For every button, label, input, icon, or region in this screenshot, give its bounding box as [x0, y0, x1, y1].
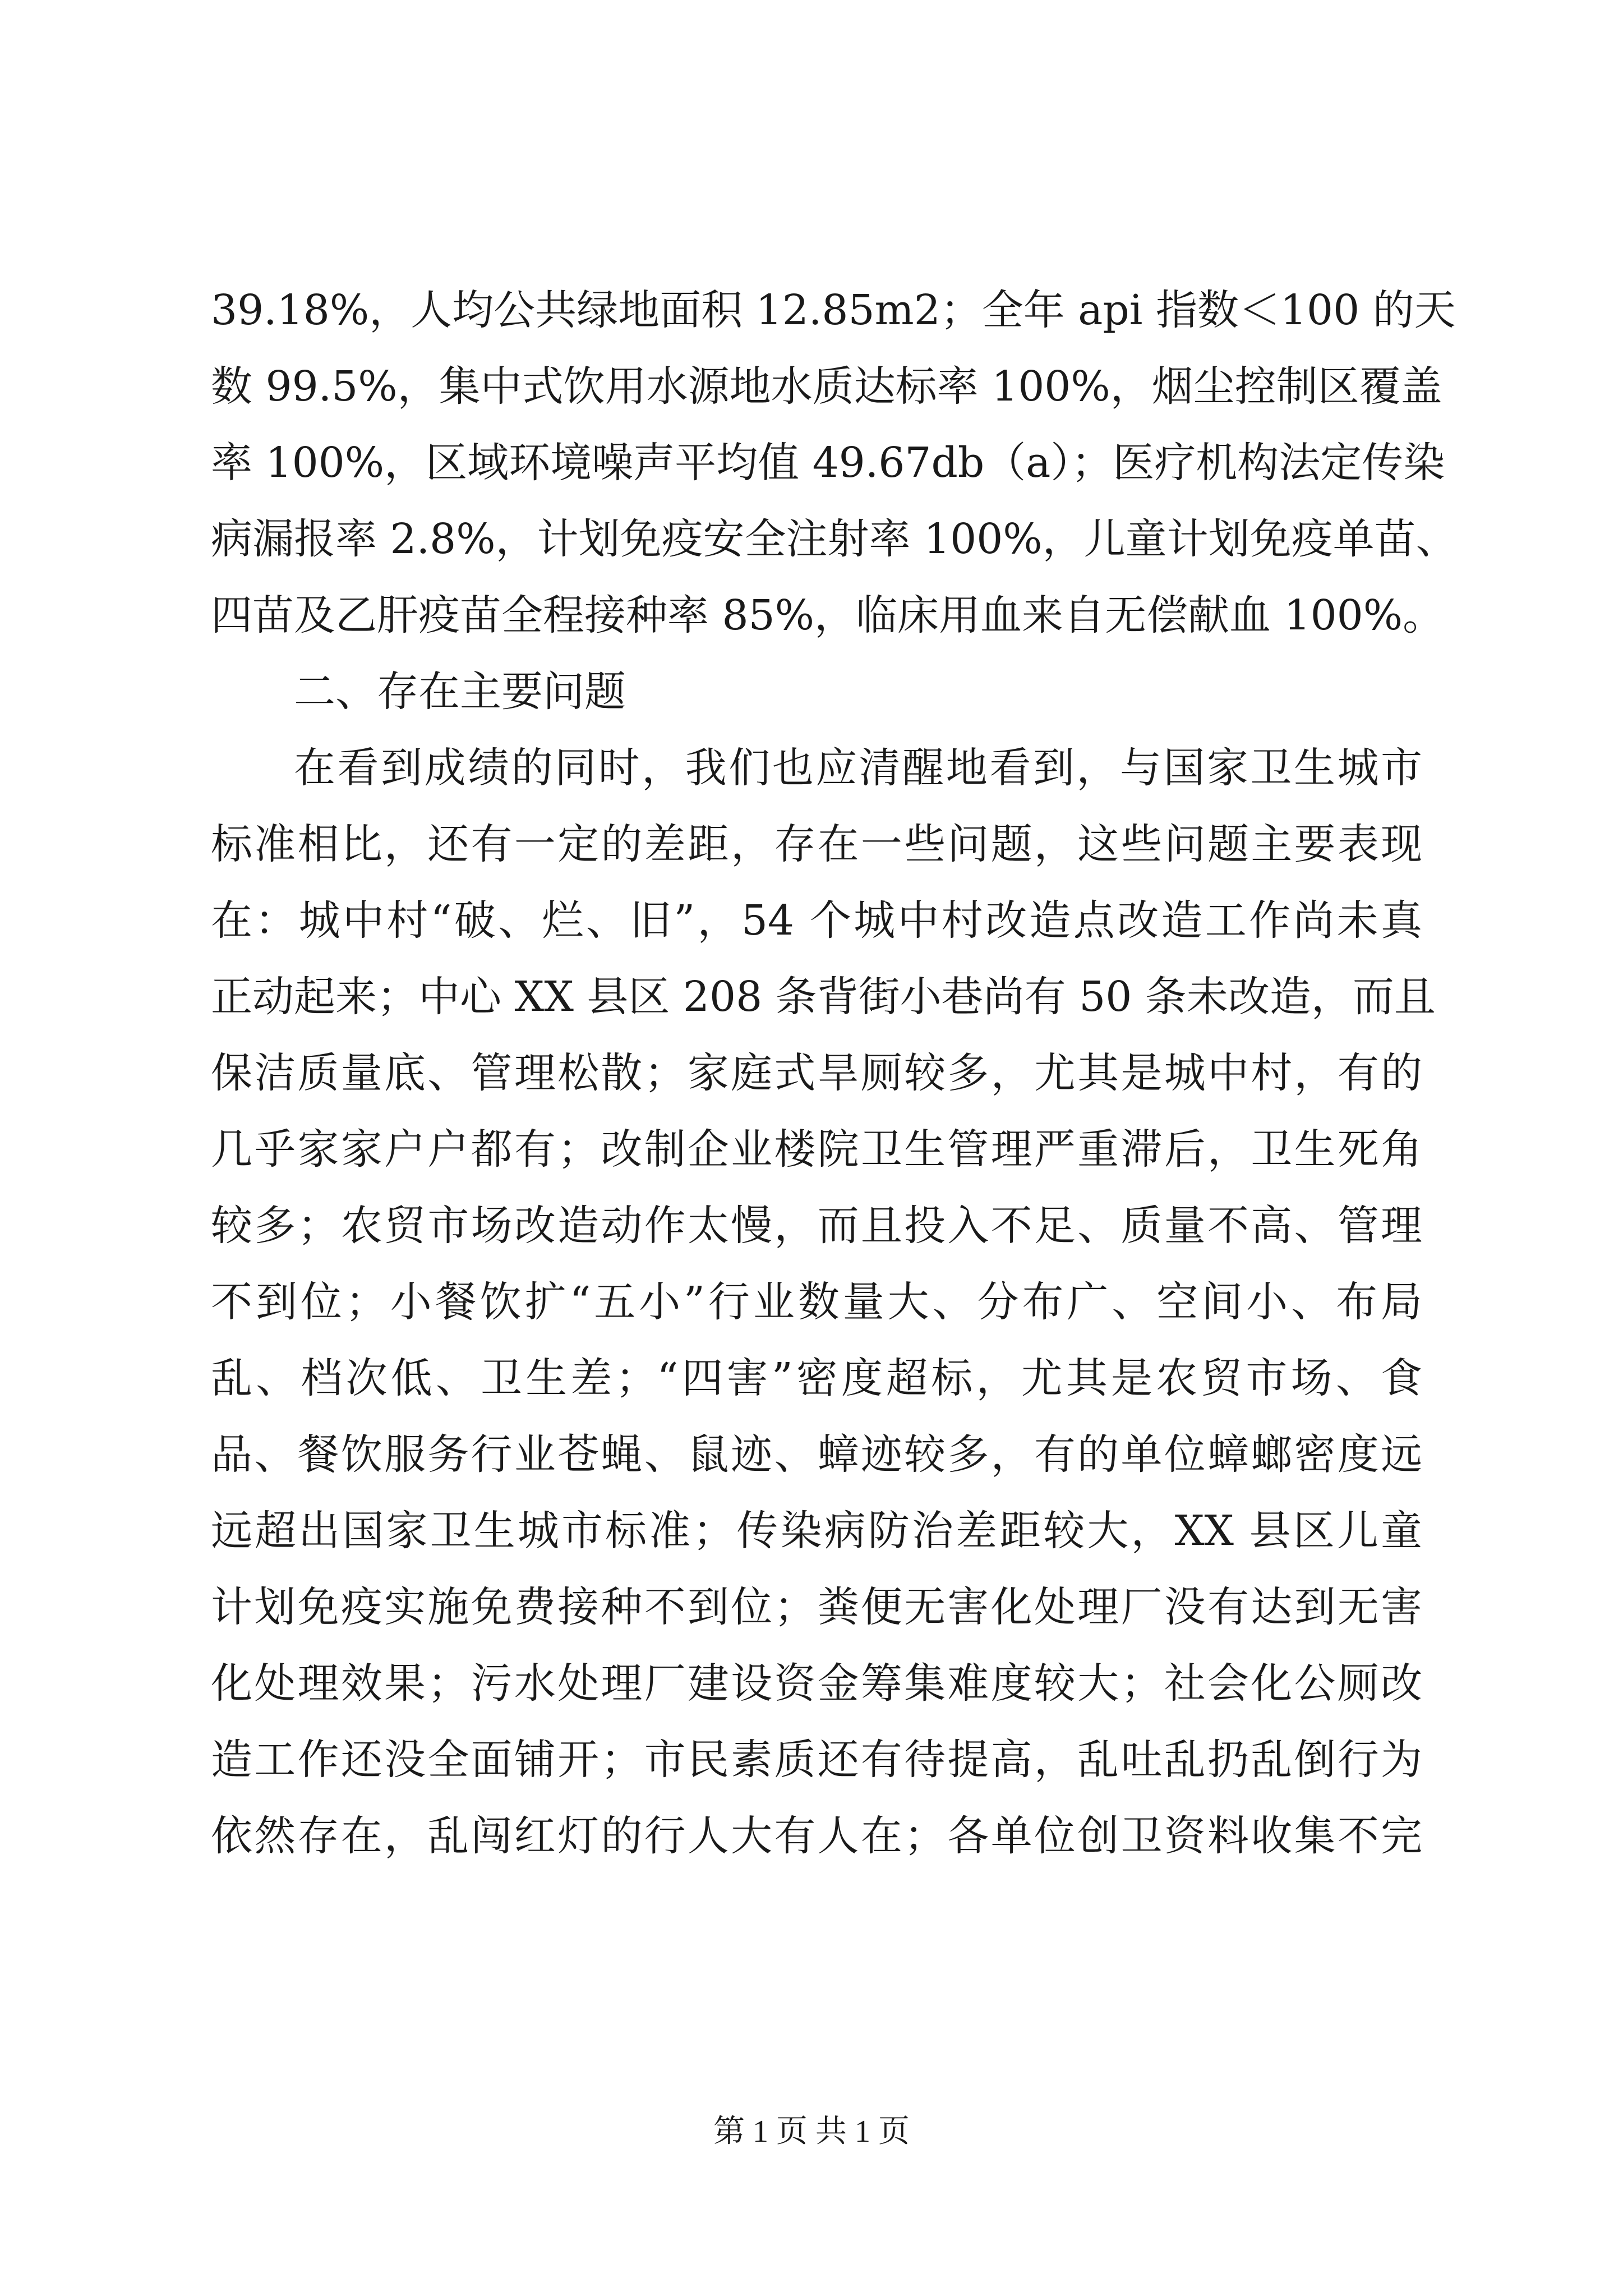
text-line: 四苗及乙肝疫苗全程接种率 85%，临床用血来自无偿献血 100%。 — [211, 591, 1445, 639]
text-line: 计划免疫实施免费接种不到位；粪便无害化处理厂没有达到无害 — [211, 1583, 1422, 1631]
text-line: 数 99.5%，集中式饮用水源地水质达标率 100%，烟尘控制区覆盖 — [211, 362, 1442, 411]
page-footer: 第 1 页 共 1 页 — [713, 2114, 910, 2149]
text-line: 品、餐饮服务行业苍蝇、鼠迹、蟑迹较多，有的单位蟑螂密度远 — [211, 1430, 1422, 1479]
text-line: 不到位；小餐饮扩“五小”行业数量大、分布广、空间小、布局 — [211, 1278, 1422, 1326]
text-line: 标准相比，还有一定的差距，存在一些问题，这些问题主要表现 — [211, 820, 1422, 868]
text-line: 正动起来；中心 XX 县区 208 条背街小巷尚有 50 条未改造，而且 — [211, 973, 1436, 1021]
text-line: 率 100%，区域环境噪声平均值 49.67db（a）；医疗机构法定传染 — [211, 439, 1445, 487]
text-line: 较多；农贸市场改造动作太慢，而且投入不足、质量不高、管理 — [211, 1202, 1422, 1250]
text-line: 乱、档次低、卫生差；“四害”密度超标，尤其是农贸市场、食 — [211, 1354, 1422, 1402]
text-line: 远超出国家卫生城市标准；传染病防治差距较大，XX 县区儿童 — [211, 1507, 1422, 1555]
text-line: 在看到成绩的同时，我们也应清醒地看到，与国家卫生城市 — [294, 744, 1422, 792]
section-heading: 二、存在主要问题 — [294, 668, 626, 716]
text-line: 39.18%，人均公共绿地面积 12.85m2；全年 api 指数＜100 的天 — [211, 286, 1456, 334]
text-line: 病漏报率 2.8%，计划免疫安全注射率 100%，儿童计划免疫单苗、 — [211, 515, 1458, 563]
text-line: 在：城中村“破、烂、旧”，54 个城中村改造点改造工作尚未真 — [211, 896, 1422, 945]
text-line: 化处理效果；污水处理厂建设资金筹集难度较大；社会化公厕改 — [211, 1659, 1422, 1708]
text-line: 造工作还没全面铺开；市民素质还有待提高，乱吐乱扔乱倒行为 — [211, 1736, 1422, 1784]
text-line: 保洁质量底、管理松散；家庭式旱厕较多，尤其是城中村，有的 — [211, 1049, 1422, 1097]
text-line: 几乎家家户户都有；改制企业楼院卫生管理严重滞后，卫生死角 — [211, 1125, 1422, 1174]
text-line: 依然存在，乱闯红灯的行人大有人在；各单位创卫资料收集不完 — [211, 1812, 1422, 1860]
document-body — [211, 272, 1458, 1874]
